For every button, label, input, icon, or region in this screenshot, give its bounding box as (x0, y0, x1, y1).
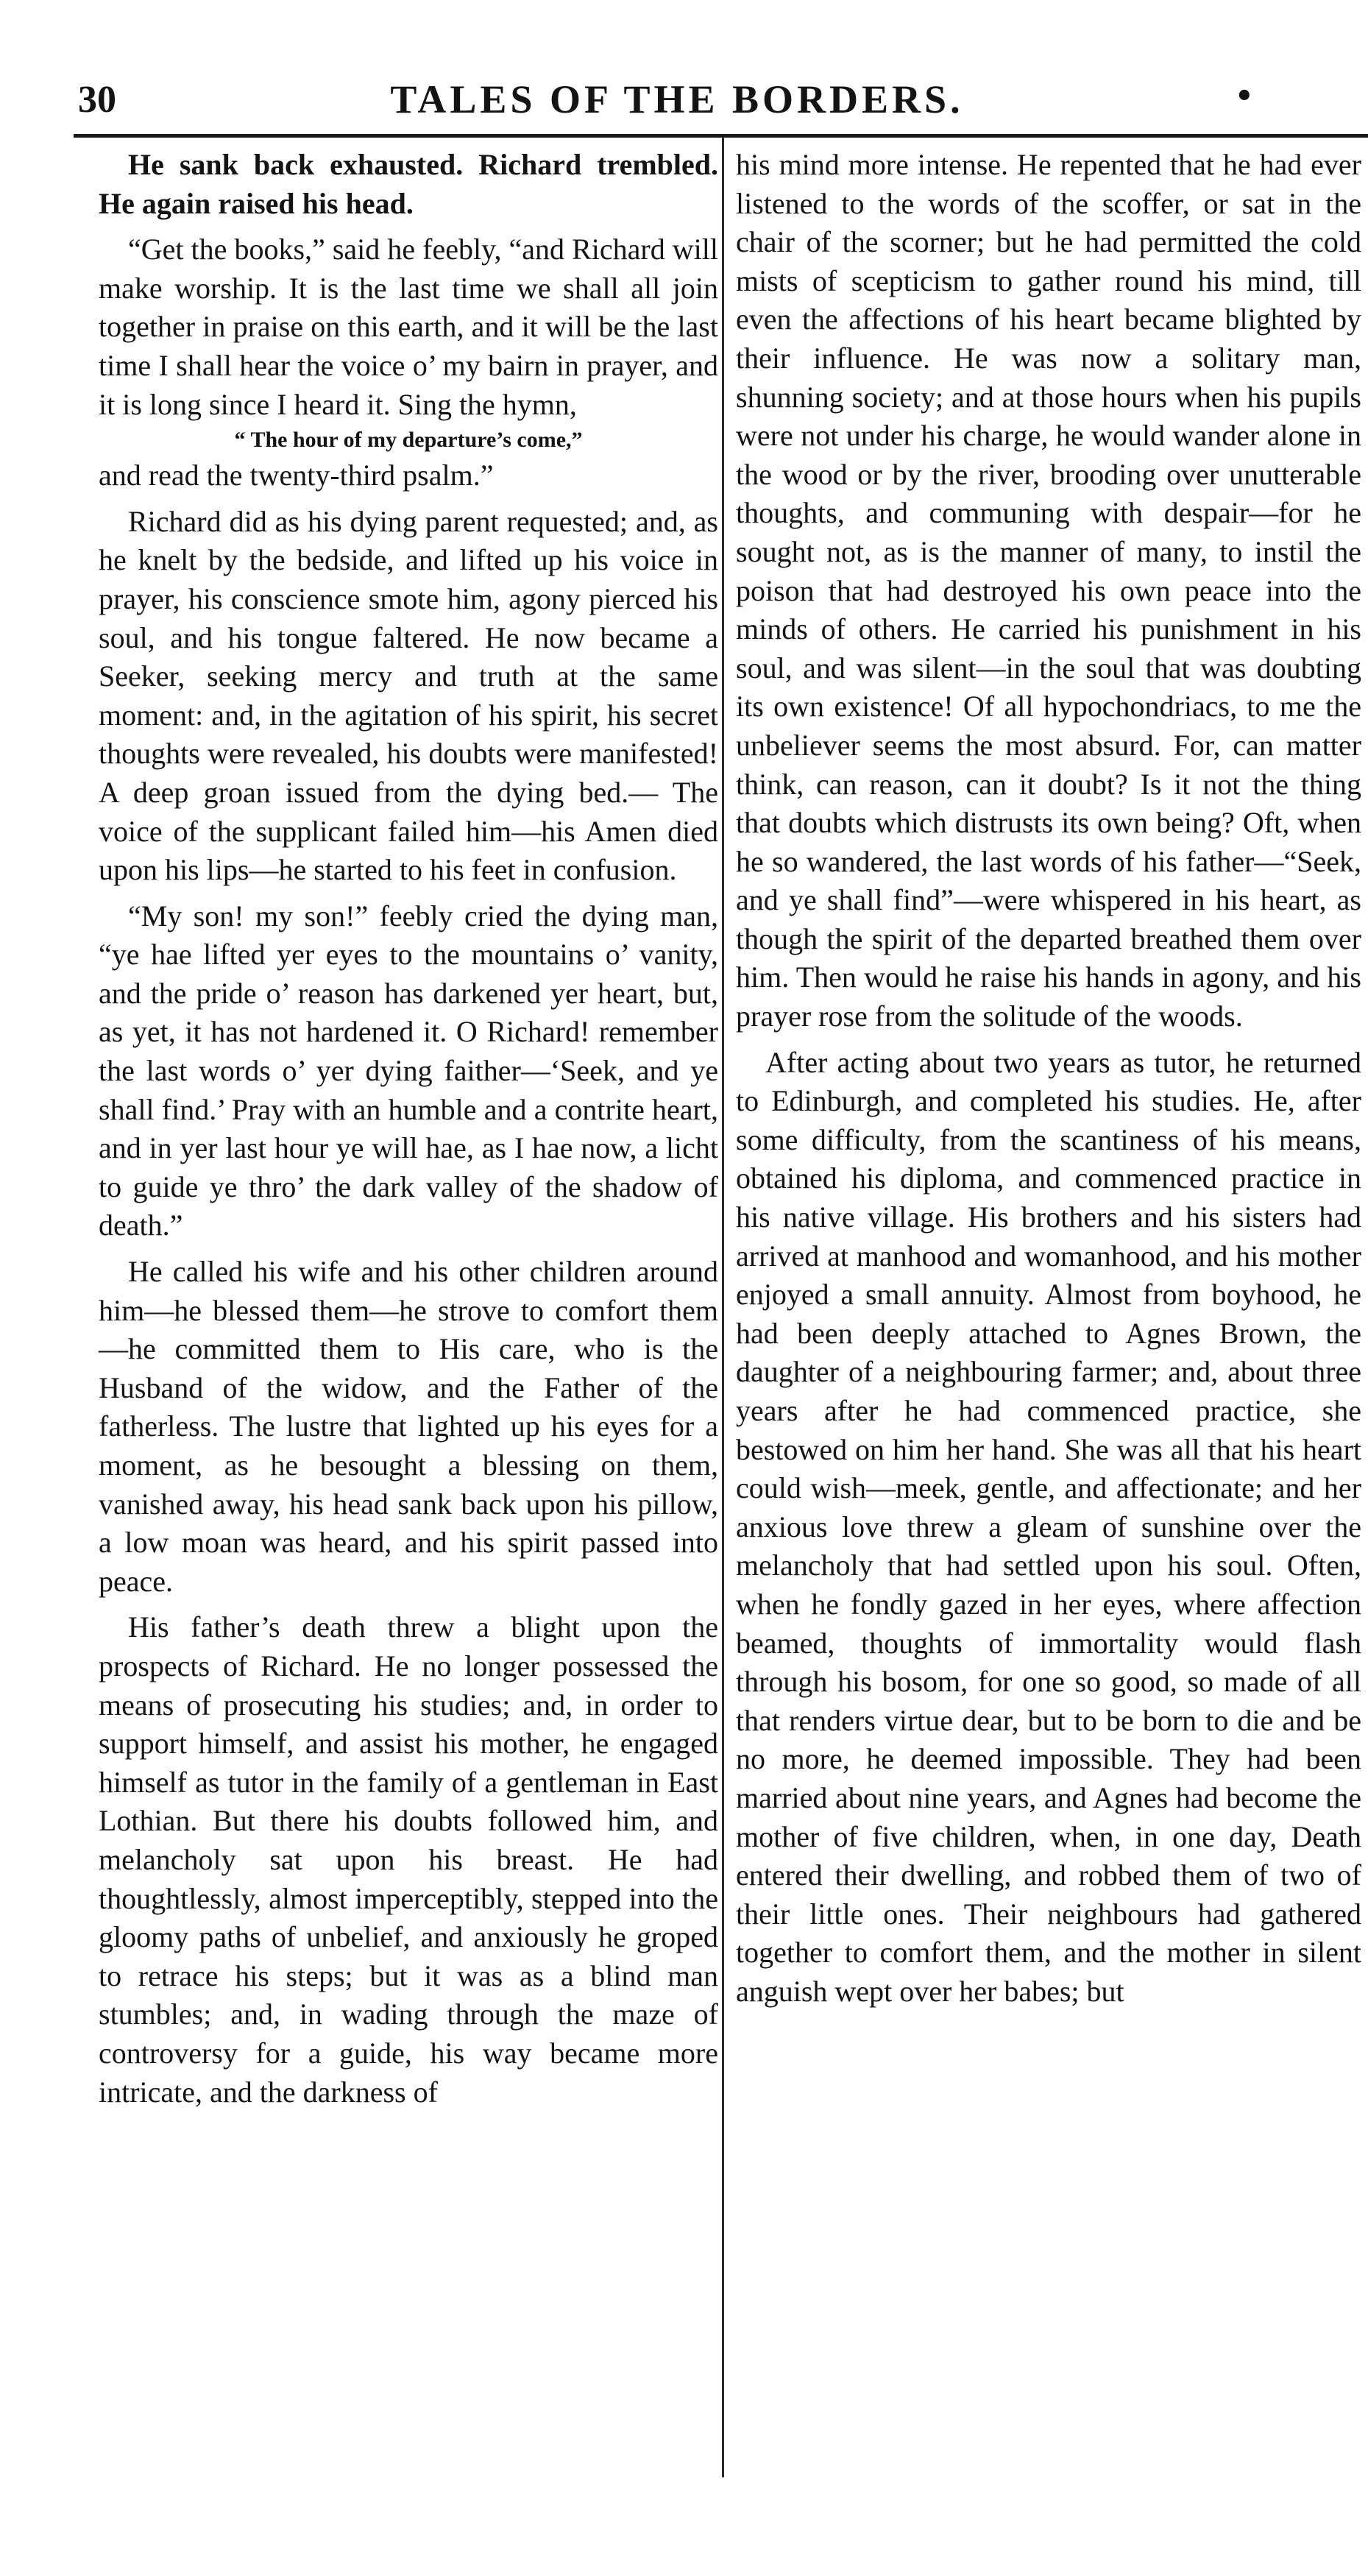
paragraph: “Get the books,” said he feebly, “and Richard will make worship. It is the last time we shall all join together in praise on this earth, and it will be the last time I shall hear the voice o’ my bairn in prayer, and it is long since I heard it. Sing the hymn, (99, 233, 718, 421)
column-divider (722, 137, 724, 2477)
header-rule (74, 134, 1368, 138)
paragraph: “My son! my son!” feebly cried the dying man, “ye hae lifted yer eyes to the mountains o’ vanity, and the pride o’ reason has darkened yer heart, but, as yet, it has not hardened it. O Richard! remember the last words o’ yer dying faither—‘Seek, and ye shall find.’ Pray with an humble and a contrite heart, and in yer last hour ye will hae, as I hae now, a licht to guide ye thro’ the dark valley of the shadow of death.” (99, 899, 718, 1242)
paragraph: Richard did as his dying parent requested; and, as he knelt by the bedside, and lifted up his voice in prayer, his conscience smote him, agony pierced his soul, and his tongue faltered. He now became a Seeker, seeking mercy and truth at the same moment: and, in the agitation of his spirit, his secret thoughts were revealed, his doubts were manifested! A deep groan issued from the dying bed.— The voice of the supplicant failed him—his Amen died upon his lips—he started to his feet in confusion. (99, 504, 718, 887)
paragraph: After acting about two years as tutor, he returned to Edinburgh, and completed his studies. He, after some difficulty, from the scantiness of his means, obtained his diploma, and commenced practice in his native village. His brothers and his sisters had arrived at manhood and womanhood, and his mother enjoyed a small annuity. Almost from boyhood, he had been deeply attached to Agnes Brown, the daughter of a neighbouring farmer; and, about three years after he had commenced practice, she bestowed on him her hand. She was all that his heart could wish—meek, gentle, and affectionate; and her anxious love threw a gleam of sunshine over the melancholy that had settled upon his soul. Often, when he fondly gazed in her eyes, where affection beamed, thoughts of immortality would flash through his bosom, for one so good, so made of all that renders virtue dear, but to be born to die and be no more, he deemed impossible. They had been married about nine years, and Agnes had become the mother of five children, when, in one day, Death entered their dwelling, and robbed them of two of their little ones. Their neighbours had gathered together to comfort them, and the mother in silent anguish wept over her babes; but (736, 1045, 1361, 2008)
paragraph: He sank back exhausted. Richard trembled. He again raised his head. (99, 148, 718, 220)
running-title: TALES OF THE BORDERS. (390, 77, 964, 121)
header-mark: • (1237, 74, 1251, 116)
left-column (99, 146, 718, 2112)
right-column (736, 146, 1361, 2011)
paragraph: His father’s death threw a blight upon the prospects of Richard. He no longer possessed the means of prosecuting his studies; and, in order to support himself, and assist his mother, he engaged himself as tutor in the family of a gentleman in East Lothian. But there his doubts followed him, and melancholy sat upon his breast. He had thoughtlessly, almost imperceptibly, stepped into the gloomy paths of unbelief, and anxiously he groped to retrace his steps; but it was as a blind man stumbles; and, in wading through the maze of controversy for a guide, his way became more intricate, and the darkness of (99, 1610, 718, 2109)
paragraph: his mind more intense. He repented that he had ever listened to the words of the scoffer, or sat in the chair of the scorner; but he had permitted the cold mists of scepticism to gather round his mind, till even the affections of his heart became blighted by their influence. He was now a solitary man, shunning society; and at those hours when his pupils were not under his charge, he would wander alone in the wood or by the river, brooding over unutterable thoughts, and communing with despair—for he sought not, as is the manner of many, to instil the poison that had destroyed his own peace into the minds of others. He carried his punishment in his soul, and was silent—in the soul that was doubting its own existence! Of all hypochondriacs, to me the unbeliever seems the most absurd. For, can matter think, can reason, can it doubt? Is it not the thing that doubts which distrusts its own being? Oft, when he so wandered, the last words of his father—“Seek, and ye shall find”—were whispered in his heart, as though the spirit of the departed breathed them over him. Then would he raise his hands in agony, and his prayer rose from the solitude of the woods. (736, 148, 1361, 1033)
paragraph: and read the twenty-third psalm.” (99, 459, 494, 492)
paragraph: He called his wife and his other children around him—he blessed them—he strove to comfort them—he committed them to His care, who is the Husband of the widow, and the Father of the fatherless. The lustre that lighted up his eyes for a moment, as he besought a blessing on them, vanished away, his head sank back upon his pillow, a low moan was heard, and his spirit passed into peace. (99, 1255, 718, 1598)
page-header (74, 74, 1280, 132)
page-number: 30 (78, 79, 116, 121)
hymn-quote: “ The hour of my departure’s come,” (234, 428, 583, 453)
